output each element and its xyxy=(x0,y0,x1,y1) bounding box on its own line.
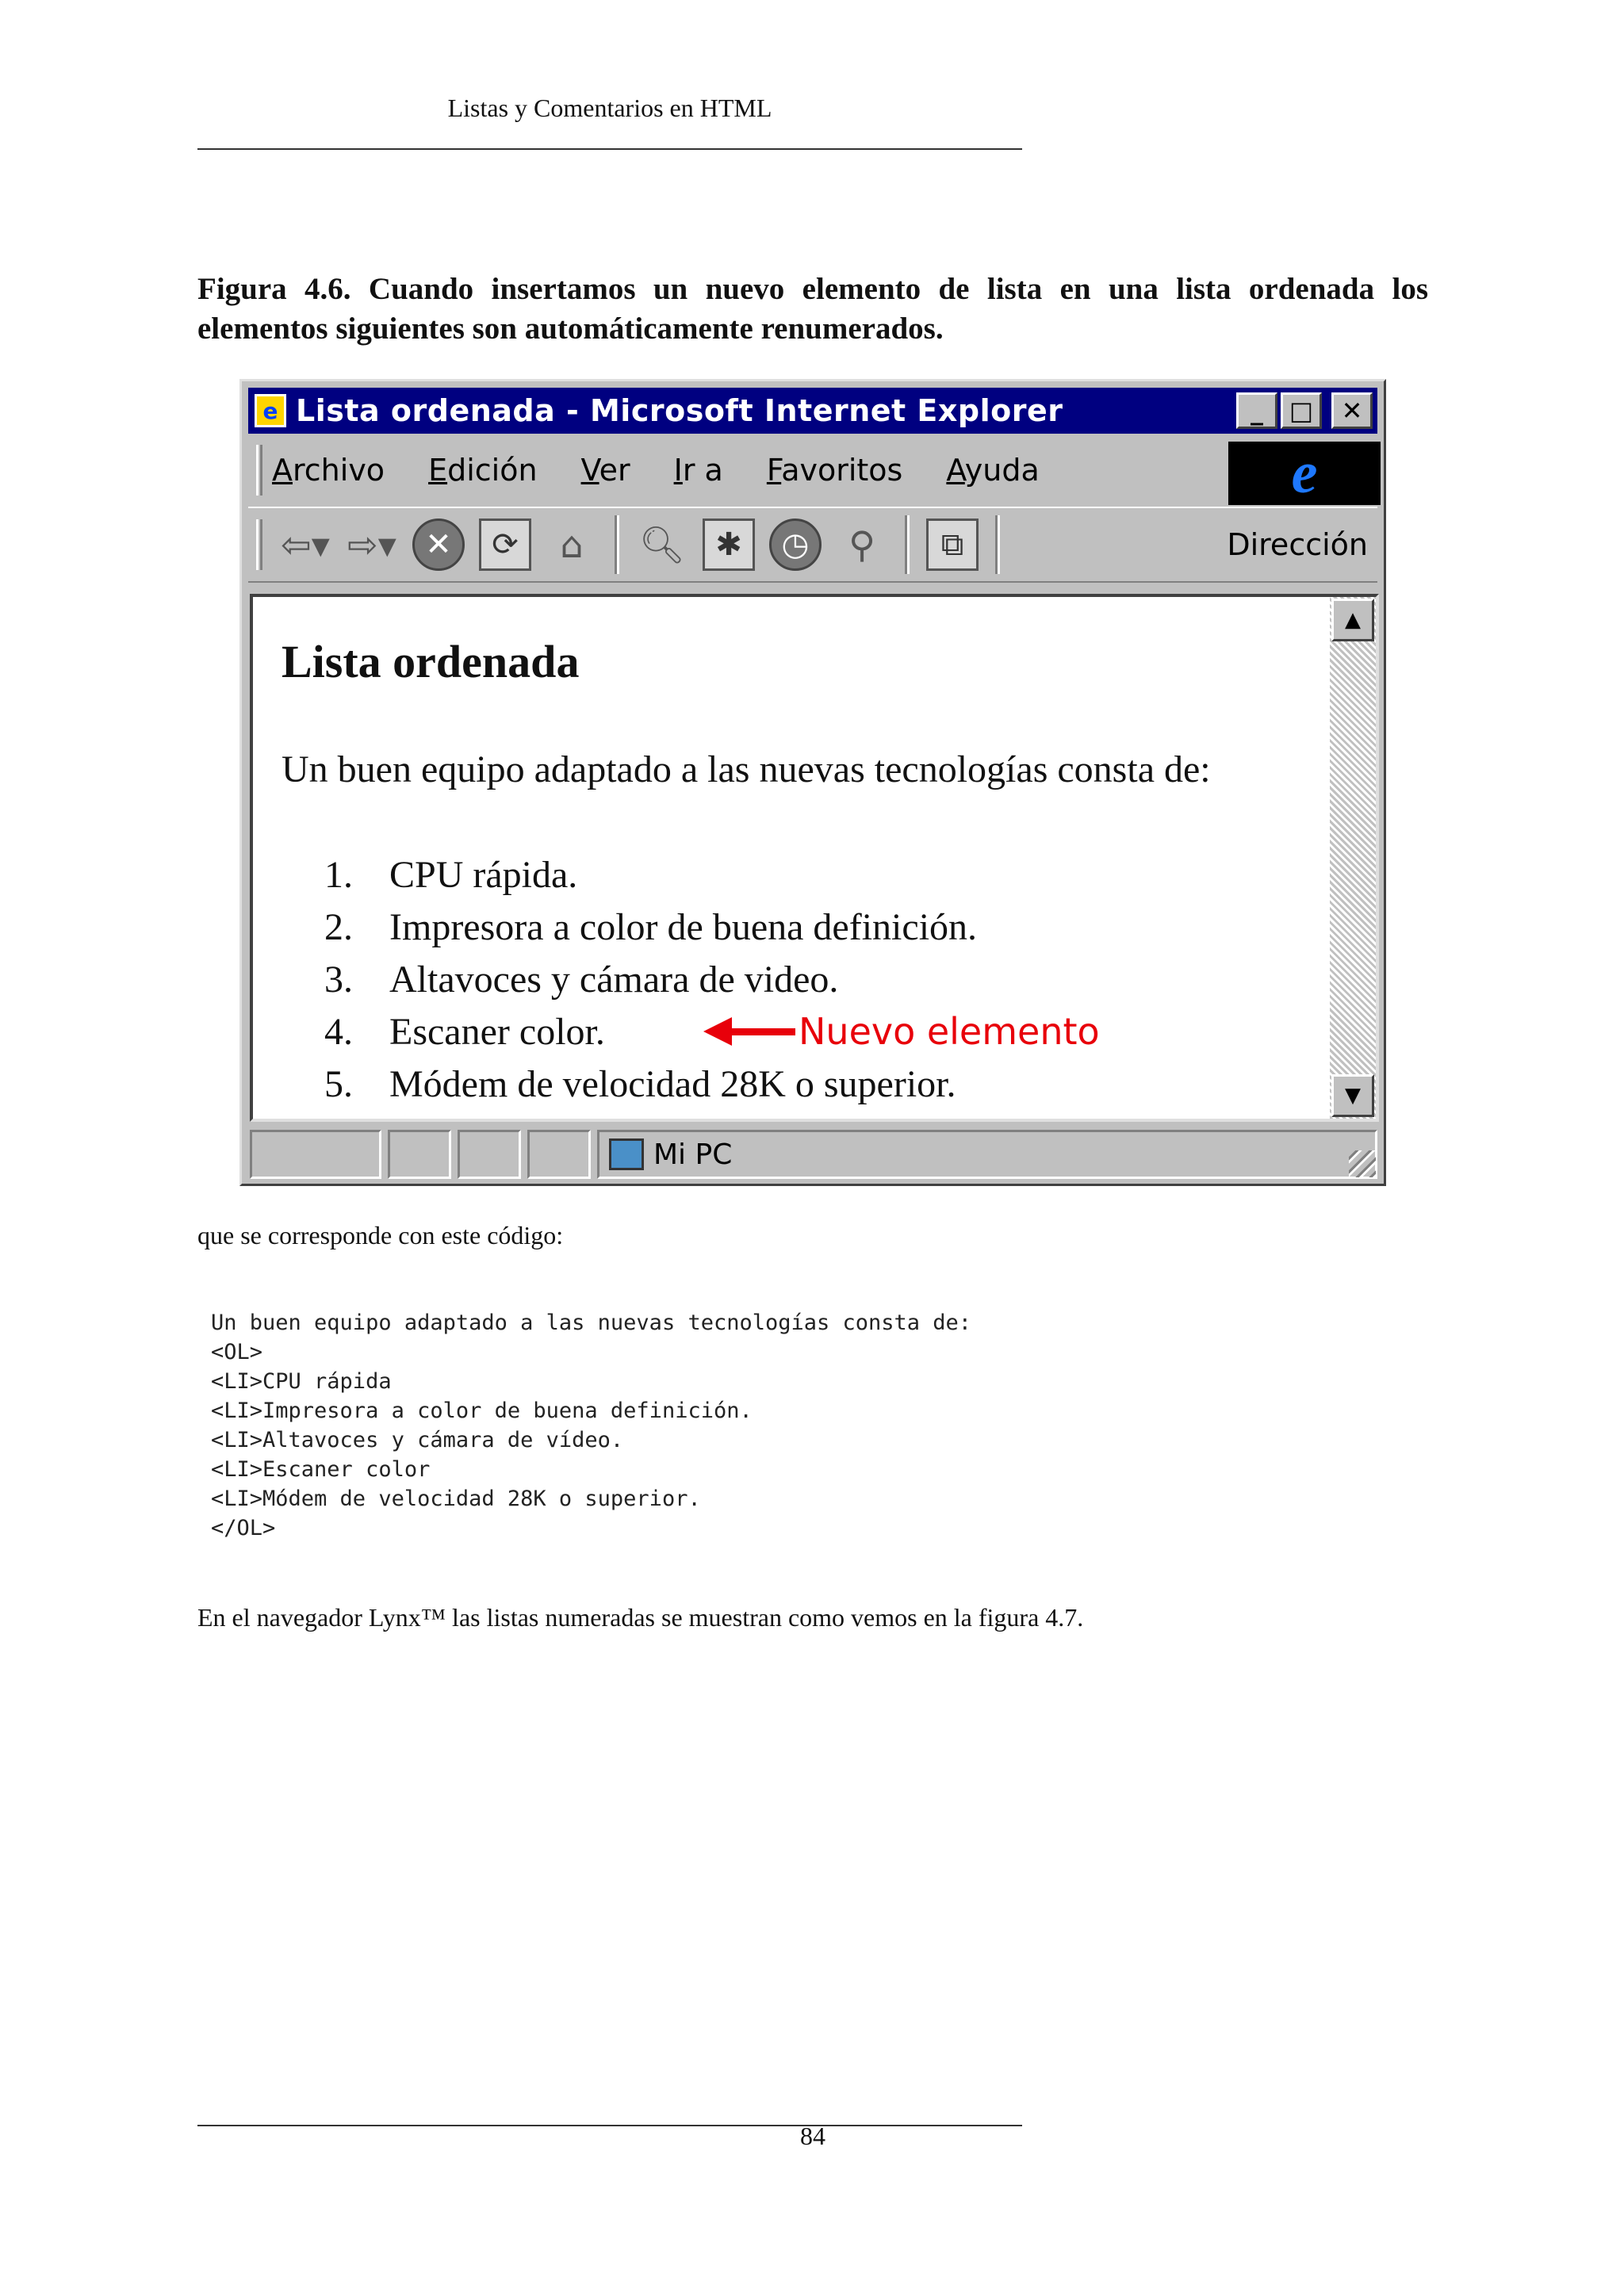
list-item xyxy=(324,954,977,1006)
fullscreen-icon[interactable]: ⧉ xyxy=(926,519,979,571)
list-number: 2. xyxy=(324,906,353,948)
resize-grip-icon[interactable] xyxy=(1349,1150,1376,1177)
vertical-scrollbar[interactable] xyxy=(1330,597,1376,1119)
back-icon[interactable]: ⇦▾ xyxy=(281,523,330,566)
figure-caption: Figura 4.6. Cuando insertamos un nuevo elemento de lista en una lista ordenada los elementos siguientes son automáticamente renumerados. xyxy=(197,272,1428,346)
menu-favoritos[interactable]: Favoritos xyxy=(766,453,903,488)
address-label[interactable]: Dirección xyxy=(1227,527,1368,562)
text-after-code: En el navegador Lynx™ las listas numeradas se muestran como vemos en la figura 4.7. xyxy=(197,1603,1084,1632)
list-number: 3. xyxy=(324,959,353,1001)
forward-icon[interactable]: ⇨▾ xyxy=(347,523,396,566)
code-line: <LI>Escaner color xyxy=(211,1457,431,1482)
home-icon[interactable]: ⌂ xyxy=(560,523,584,566)
code-line: Un buen equipo adaptado a las nuevas tecnologías consta de: xyxy=(211,1311,972,1335)
ie-throbber xyxy=(1228,442,1381,505)
toolbar-separator xyxy=(905,515,910,574)
menu-ir-a[interactable]: Ir a xyxy=(673,453,723,488)
menu-archivo[interactable]: Archivo xyxy=(272,453,385,488)
code-line: <LI>Impresora a color de buena definición. xyxy=(211,1399,753,1423)
channels-icon[interactable]: ⚲ xyxy=(848,523,875,566)
arrow-shaft xyxy=(732,1028,795,1035)
browser-screenshot xyxy=(239,379,1386,1186)
text-before-code: que se corresponde con este código: xyxy=(197,1221,564,1249)
list-item xyxy=(324,849,977,901)
page-intro: Un buen equipo adaptado a las nuevas tecnologías consta de: xyxy=(282,748,1211,790)
refresh-icon[interactable]: ⟳ xyxy=(479,519,531,571)
running-header: Listas y Comentarios en HTML xyxy=(447,94,772,122)
list-text: Módem de velocidad 28K o superior. xyxy=(389,1063,956,1105)
status-zone xyxy=(597,1130,1377,1179)
my-computer-icon xyxy=(609,1138,644,1170)
page-number-value: 84 xyxy=(800,2122,825,2150)
toolbar-grip[interactable] xyxy=(256,445,262,496)
list-number: 5. xyxy=(324,1063,353,1105)
status-pane xyxy=(250,1130,381,1179)
list-text: Altavoces y cámara de video. xyxy=(389,959,839,1001)
stop-icon[interactable]: ✕ xyxy=(412,519,465,571)
arrow-left-icon xyxy=(703,1017,732,1046)
list-number: 4. xyxy=(324,1011,353,1053)
scroll-down-icon[interactable]: ▼ xyxy=(1331,1074,1374,1117)
title-bar xyxy=(248,388,1377,434)
list-number: 1. xyxy=(324,854,353,896)
list-item xyxy=(324,1058,977,1111)
favorites-icon[interactable]: ✱ xyxy=(703,519,755,571)
new-item-annotation xyxy=(703,1010,1100,1053)
search-icon[interactable]: 🔍︎ xyxy=(638,522,686,566)
code-line: <LI>CPU rápida xyxy=(211,1369,392,1394)
window-title: Lista ordenada - Microsoft Internet Explorer xyxy=(296,393,1063,428)
page-number xyxy=(197,2122,1428,2151)
menu-bar xyxy=(248,438,1224,502)
history-icon[interactable]: ◷ xyxy=(769,519,822,571)
status-pane xyxy=(388,1130,451,1179)
status-pane xyxy=(458,1130,521,1179)
ie-page-icon: e xyxy=(255,394,286,427)
code-line: <OL> xyxy=(211,1340,263,1364)
status-pane xyxy=(527,1130,591,1179)
standard-toolbar xyxy=(248,507,1377,583)
status-bar xyxy=(250,1130,1377,1179)
ordered-list xyxy=(324,849,977,1111)
list-text: Impresora a color de buena definición. xyxy=(389,906,978,948)
code-line: <LI>Altavoces y cámara de vídeo. xyxy=(211,1428,624,1452)
ie-logo-icon: e xyxy=(1291,440,1318,506)
list-text: Escaner color. xyxy=(389,1011,605,1053)
page-viewport xyxy=(250,594,1379,1122)
toolbar-grip[interactable] xyxy=(256,519,262,570)
toolbar-separator xyxy=(995,515,1000,574)
list-item xyxy=(324,901,977,954)
page-heading: Lista ordenada xyxy=(282,636,580,687)
list-text: CPU rápida. xyxy=(389,854,578,896)
header-rule xyxy=(197,148,1022,150)
code-block xyxy=(211,1308,971,1543)
code-line: <LI>Módem de velocidad 28K o superior. xyxy=(211,1487,701,1511)
menu-ayuda[interactable]: Ayuda xyxy=(946,453,1040,488)
scroll-up-icon[interactable]: ▲ xyxy=(1331,599,1374,641)
zone-label: Mi PC xyxy=(653,1138,733,1171)
toolbar-separator xyxy=(615,515,619,574)
maximize-icon[interactable]: □ xyxy=(1281,392,1322,429)
code-line: </OL> xyxy=(211,1516,276,1540)
annotation-text: Nuevo elemento xyxy=(799,1010,1100,1053)
menu-ver[interactable]: Ver xyxy=(580,453,630,488)
menu-edicion[interactable]: Edición xyxy=(428,453,538,488)
close-icon[interactable]: ✕ xyxy=(1331,392,1373,429)
minimize-icon[interactable]: _ xyxy=(1236,392,1277,429)
